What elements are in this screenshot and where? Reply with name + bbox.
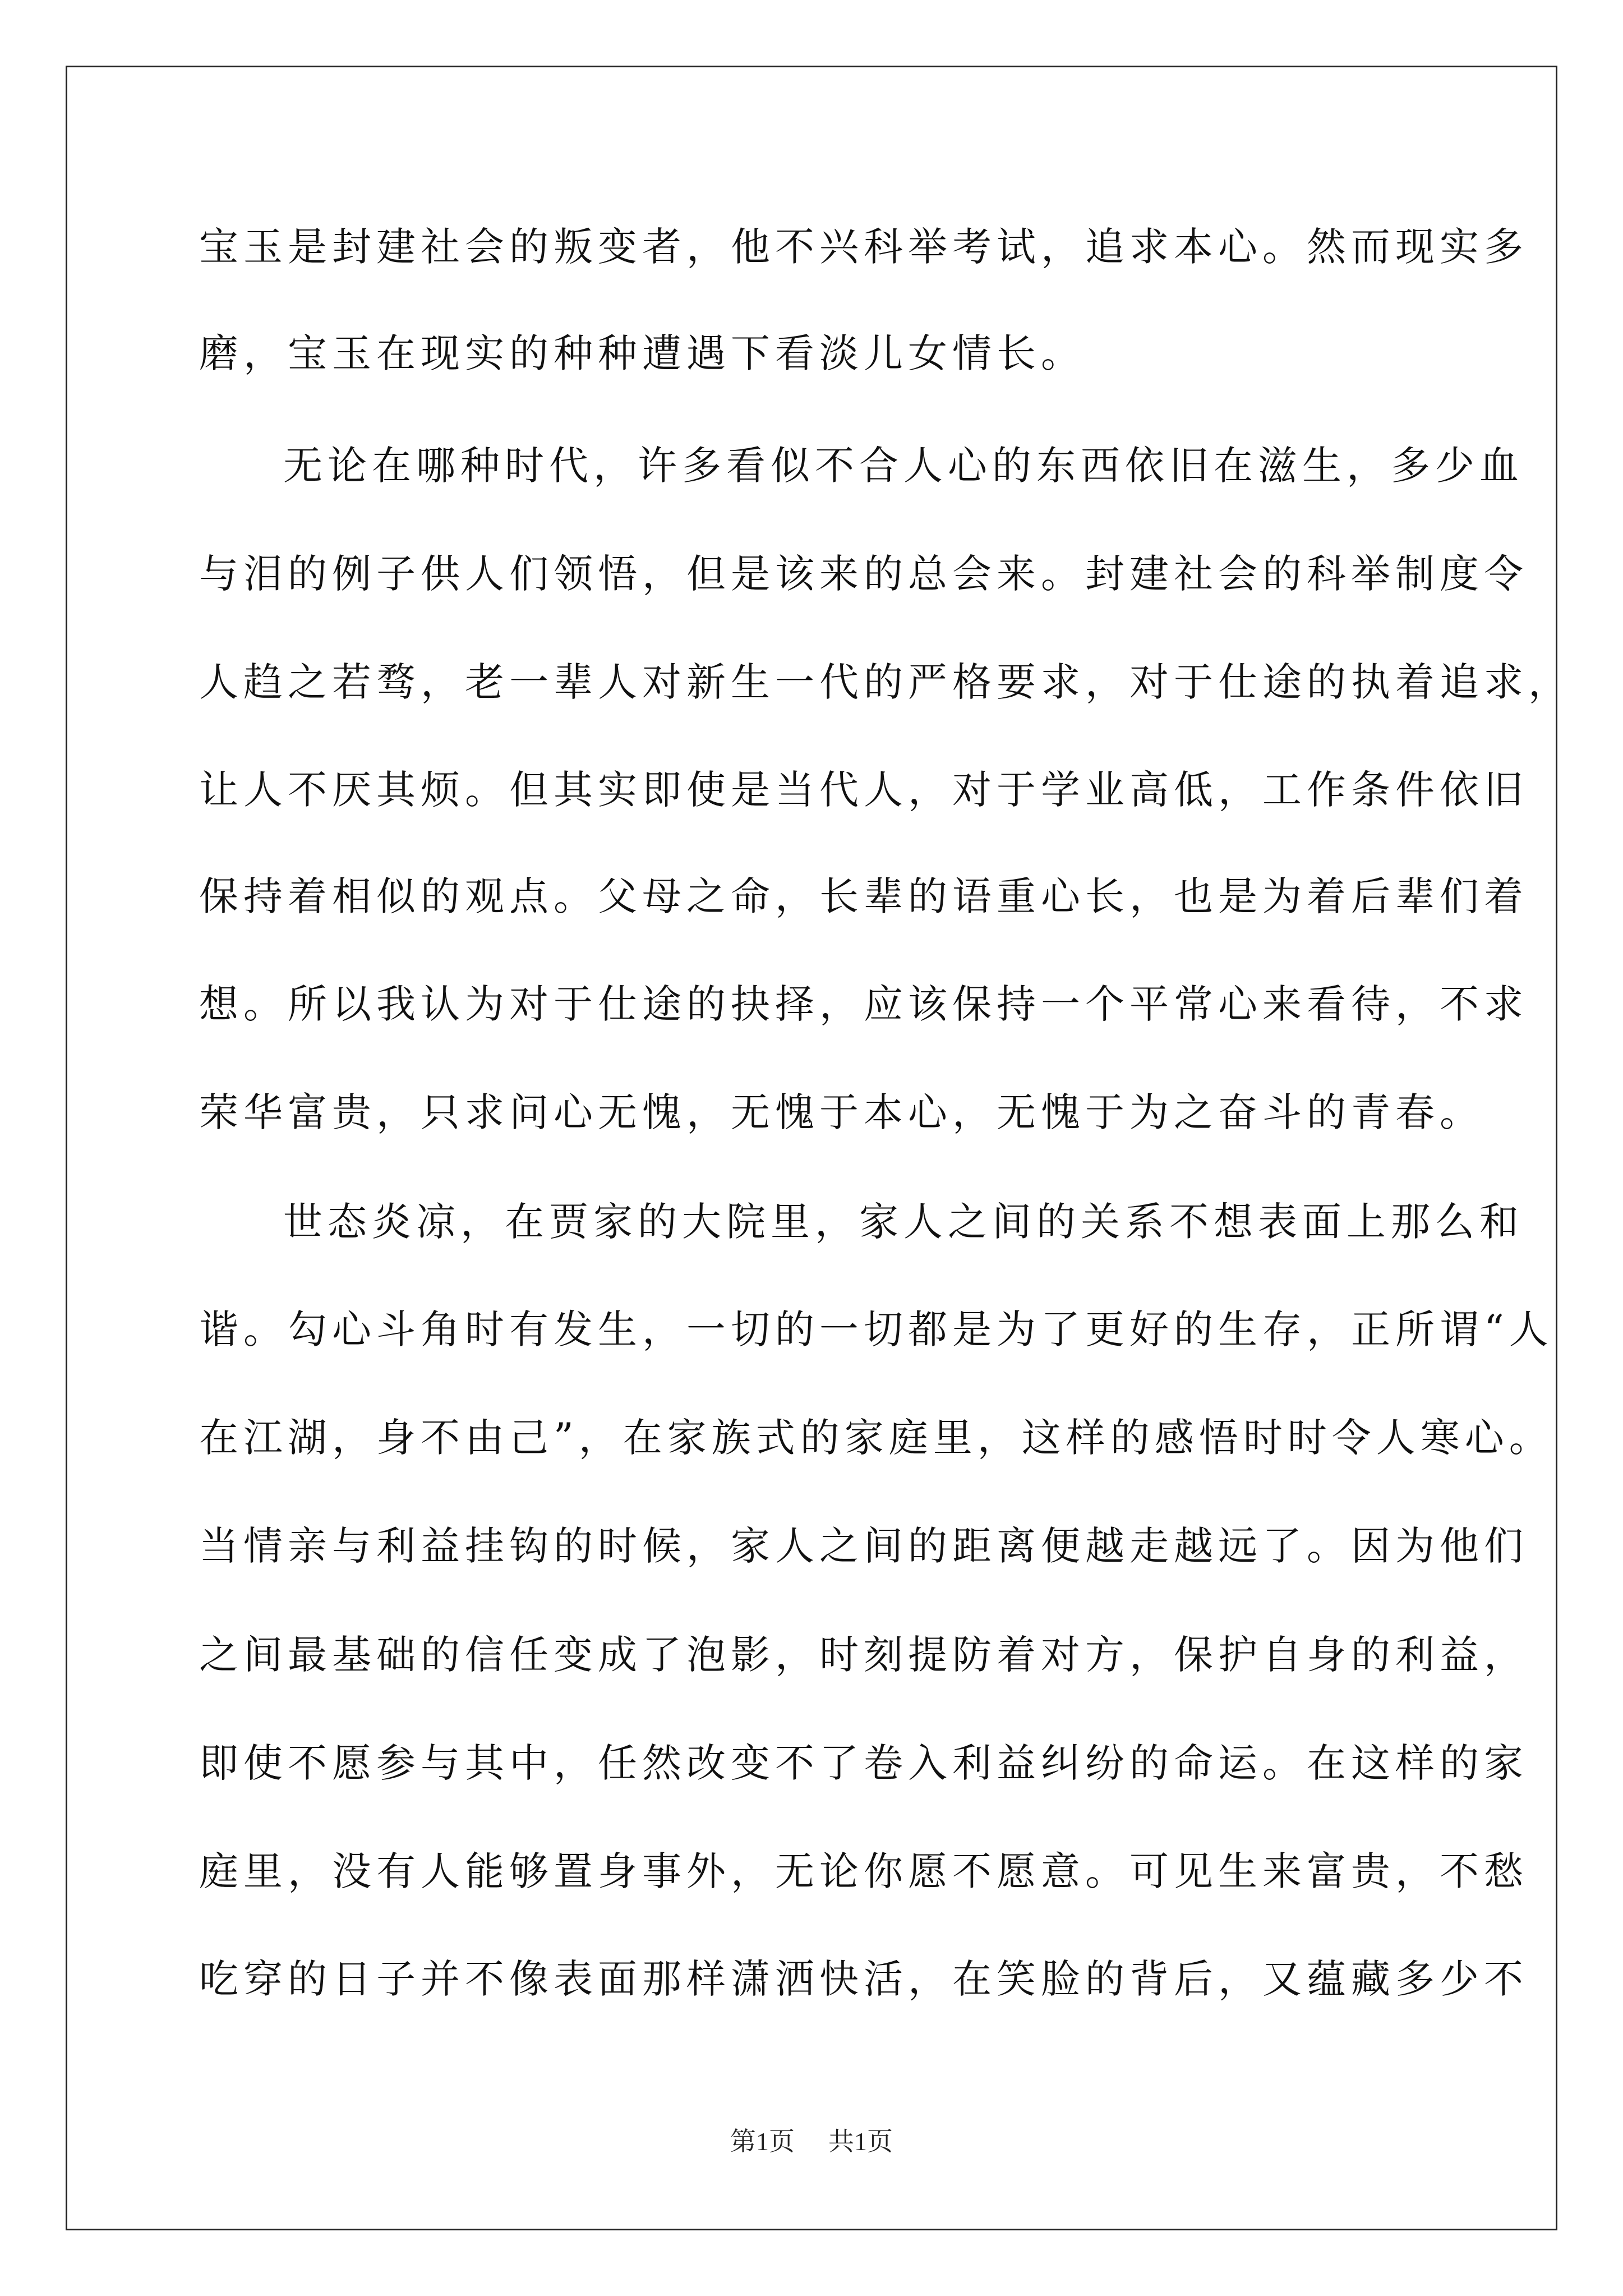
text-line-9: 荣华富贵，只求问心无愧，无愧于本心，无愧于为之奋斗的青春。 [199,1089,1484,1135]
text-line-1: 宝玉是封建社会的叛变者，他不兴科举考试，追求本心。然而现实多 [199,224,1528,270]
page-number-current: 第1页 [730,2127,795,2156]
page-footer [0,2125,1623,2159]
text-line-10: 世态炎凉，在贾家的大院里，家人之间的关系不想表面上那么和 [283,1199,1524,1245]
text-line-6: 让人不厌其烦。但其实即使是当代人，对于学业高低，工作条件依旧 [199,767,1528,813]
page-border [66,66,1557,2230]
text-line-7: 保持着相似的观点。父母之命，长辈的语重心长，也是为着后辈们着 [199,873,1528,919]
text-line-15: 即使不愿参与其中，任然改变不了卷入利益纠纷的命运。在这样的家 [199,1740,1528,1786]
page-number-total: 共1页 [828,2127,893,2156]
text-line-16: 庭里，没有人能够置身事外，无论你愿不愿意。可见生来富贵，不愁 [199,1848,1528,1894]
text-line-11: 谐。勾心斗角时有发生，一切的一切都是为了更好的生存，正所谓“人 [199,1306,1553,1352]
text-line-3: 无论在哪种时代，许多看似不合人心的东西依旧在滋生，多少血 [283,443,1524,489]
text-line-13: 当情亲与利益挂钩的时候，家人之间的距离便越走越远了。因为他们 [199,1523,1528,1569]
text-line-5: 人趋之若骛，老一辈人对新生一代的严格要求，对于仕途的执着追求， [199,659,1573,705]
text-line-17: 吃穿的日子并不像表面那样潇洒快活，在笑脸的背后，又蕴藏多少不 [199,1956,1528,2002]
text-line-2: 磨，宝玉在现实的种种遭遇下看淡儿女情长。 [199,330,1085,376]
text-line-4: 与泪的例子供人们领悟，但是该来的总会来。封建社会的科举制度令 [199,551,1528,597]
text-line-14: 之间最基础的信任变成了泡影，时刻提防着对方，保护自身的利益， [199,1632,1528,1678]
text-line-8: 想。所以我认为对于仕途的抉择，应该保持一个平常心来看待，不求 [199,981,1528,1027]
text-line-12: 在江湖，身不由己”，在家族式的家庭里，这样的感悟时时令人寒心。 [199,1415,1553,1461]
